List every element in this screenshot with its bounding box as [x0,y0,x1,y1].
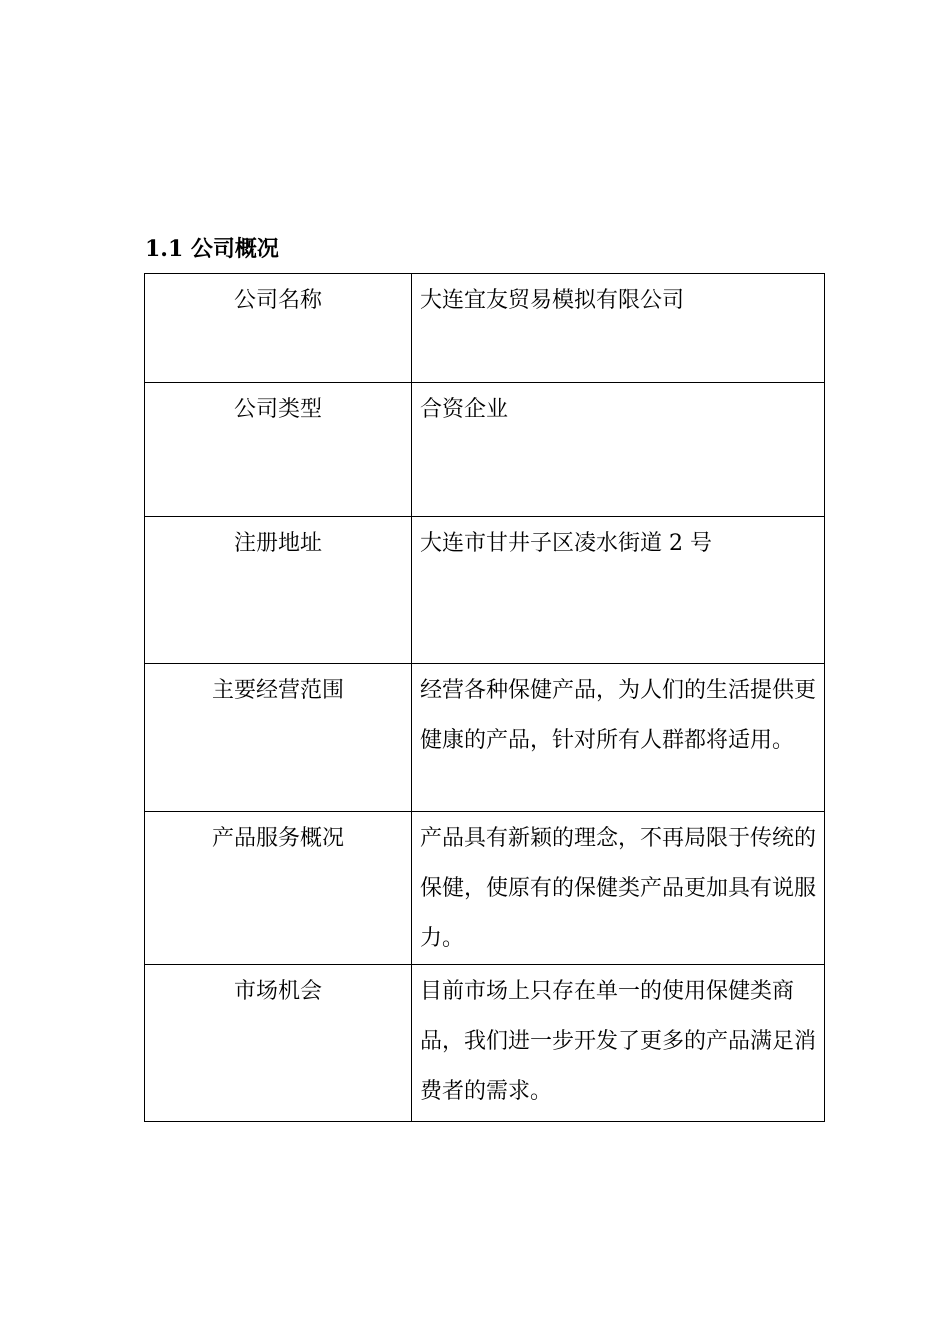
row-value: 产品具有新颖的理念，不再局限于传统的保健，使原有的保健类产品更加具有说服力。 [412,812,825,965]
row-value: 大连宜友贸易模拟有限公司 [412,274,825,383]
table-row [145,383,825,517]
row-label: 注册地址 [145,517,412,664]
row-label: 公司名称 [145,274,412,383]
row-value: 合资企业 [412,383,825,517]
row-value: 目前市场上只存在单一的使用保健类商品，我们进一步开发了更多的产品满足消费者的需求。 [412,965,825,1122]
company-overview-table [144,273,825,1122]
row-label: 产品服务概况 [145,812,412,965]
row-label: 公司类型 [145,383,412,517]
table-row [145,664,825,812]
section-title: 1.1 公司概况 [145,236,279,262]
table-row [145,274,825,383]
row-value: 大连市甘井子区凌水街道 2 号 [412,517,825,664]
table-row [145,812,825,965]
table-row [145,517,825,664]
row-value: 经营各种保健产品，为人们的生活提供更健康的产品，针对所有人群都将适用。 [412,664,825,812]
table-row [145,965,825,1122]
row-label: 主要经营范围 [145,664,412,812]
row-label: 市场机会 [145,965,412,1122]
